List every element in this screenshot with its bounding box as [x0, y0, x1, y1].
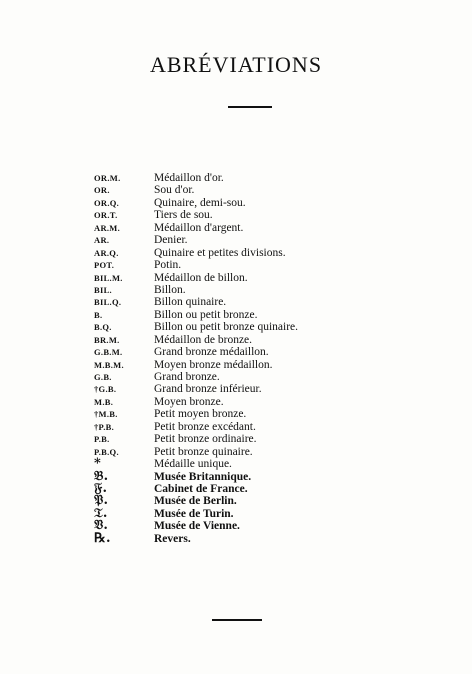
abbreviation: BIL.M.: [94, 272, 123, 283]
meaning: Médaillon de billon.: [154, 271, 248, 284]
meaning: Billon ou petit bronze quinaire.: [154, 321, 299, 334]
abbreviation: OR.T.: [94, 210, 118, 221]
recipe-icon: ℞.: [94, 530, 111, 546]
abbreviation: †G.B.: [94, 384, 117, 395]
list-item: [94, 346, 454, 358]
abbreviation: P.B.Q.: [94, 446, 119, 457]
meaning: Petit bronze quinaire.: [154, 445, 253, 458]
meaning: Musée Britannique.: [154, 470, 252, 483]
page-title: ABRÉVIATIONS: [149, 52, 323, 77]
list-item: [94, 296, 454, 308]
list-item: [94, 383, 454, 395]
abbreviation: †M.B.: [94, 409, 118, 420]
list-item: [94, 184, 454, 196]
list-item: [94, 495, 454, 507]
meaning: Musée de Turin.: [154, 507, 234, 520]
abbreviation: OR.: [94, 185, 110, 196]
list-item: [94, 446, 454, 458]
list-item: [94, 520, 454, 532]
abbreviation: BR.M.: [94, 334, 120, 345]
list-item: [94, 197, 454, 209]
meaning: Médaillon de bronze.: [154, 333, 253, 346]
abbreviation: AR.Q.: [94, 247, 119, 258]
meaning: Médaillon d'argent.: [154, 221, 244, 234]
list-item: [94, 172, 454, 184]
meaning: Grand bronze inférieur.: [154, 383, 262, 396]
abbreviation: BIL.Q.: [94, 297, 122, 308]
abbreviation-gothic: 𝔗.: [94, 505, 108, 521]
list-item: [94, 458, 454, 470]
list-item: [94, 408, 454, 420]
meaning: Moyen bronze.: [154, 395, 224, 408]
abbreviation-gothic: 𝔅.: [94, 468, 109, 484]
abbreviation: P.B.: [94, 434, 110, 445]
list-item: [94, 433, 454, 445]
meaning: Musée de Vienne.: [154, 520, 240, 533]
list-item: [94, 284, 454, 296]
abbreviation: M.B.: [94, 396, 114, 407]
meaning: Musée de Berlin.: [154, 495, 237, 508]
abbreviation: B.Q.: [94, 322, 112, 333]
abbreviation-gothic: 𝔙.: [94, 518, 109, 534]
abbreviation-list: [94, 172, 454, 545]
list-item: [94, 209, 454, 221]
footer-divider: [212, 619, 262, 621]
list-item: [94, 222, 454, 234]
meaning: Médaille unique.: [154, 458, 232, 471]
abbreviation: OR.M.: [94, 173, 121, 183]
meaning: Tiers de sou.: [154, 209, 213, 222]
meaning: Billon ou petit bronze.: [154, 308, 258, 321]
meaning: Sou d'or.: [154, 184, 195, 197]
meaning: Quinaire, demi-sou.: [154, 196, 246, 209]
list-item: [94, 359, 454, 371]
abbreviation-gothic: 𝔉.: [94, 480, 108, 496]
list-item: [94, 234, 454, 246]
list-item: [94, 468, 454, 484]
meaning: Cabinet de France.: [154, 482, 248, 495]
meaning: Potin.: [154, 259, 182, 272]
list-item: [94, 480, 454, 496]
asterisk-icon: *: [94, 456, 102, 472]
list-item: [94, 309, 454, 321]
abbreviation: AR.: [94, 235, 110, 246]
list-item: [94, 530, 454, 546]
abbreviation: M.B.M.: [94, 359, 124, 370]
list-item: [94, 321, 454, 333]
abbreviation: BIL.: [94, 284, 112, 295]
meaning: Petit moyen bronze.: [154, 408, 247, 421]
abbreviation: G.B.: [94, 372, 112, 382]
title-divider: [228, 106, 272, 108]
meaning: Billon quinaire.: [154, 296, 227, 309]
abbreviation: AR.M.: [94, 222, 121, 233]
meaning: Petit bronze excédant.: [154, 420, 256, 433]
meaning: Billon.: [154, 283, 186, 296]
list-item: [94, 334, 454, 346]
meaning: Médaillon d'or.: [154, 172, 224, 184]
meaning: Petit bronze ordinaire.: [154, 433, 257, 446]
meaning: Revers.: [154, 532, 191, 545]
list-item: [94, 247, 454, 259]
list-item: [94, 505, 454, 521]
list-item: [94, 421, 454, 433]
meaning: Grand bronze médaillon.: [154, 346, 269, 359]
abbreviation: OR.Q.: [94, 197, 120, 208]
abbreviation: B.: [94, 309, 103, 320]
meaning: Moyen bronze médaillon.: [154, 358, 273, 371]
abbreviation-gothic: 𝔓.: [94, 493, 109, 509]
abbreviation: G.B.M.: [94, 347, 123, 358]
list-item: [94, 272, 454, 284]
list-item: [94, 259, 454, 271]
list-item: [94, 396, 454, 408]
abbreviation: POT.: [94, 260, 115, 271]
meaning: Quinaire et petites divisions.: [154, 246, 286, 259]
meaning: Grand bronze.: [154, 371, 220, 383]
list-item: [94, 371, 454, 383]
meaning: Denier.: [154, 234, 188, 247]
abbreviation: †P.B.: [94, 421, 115, 432]
